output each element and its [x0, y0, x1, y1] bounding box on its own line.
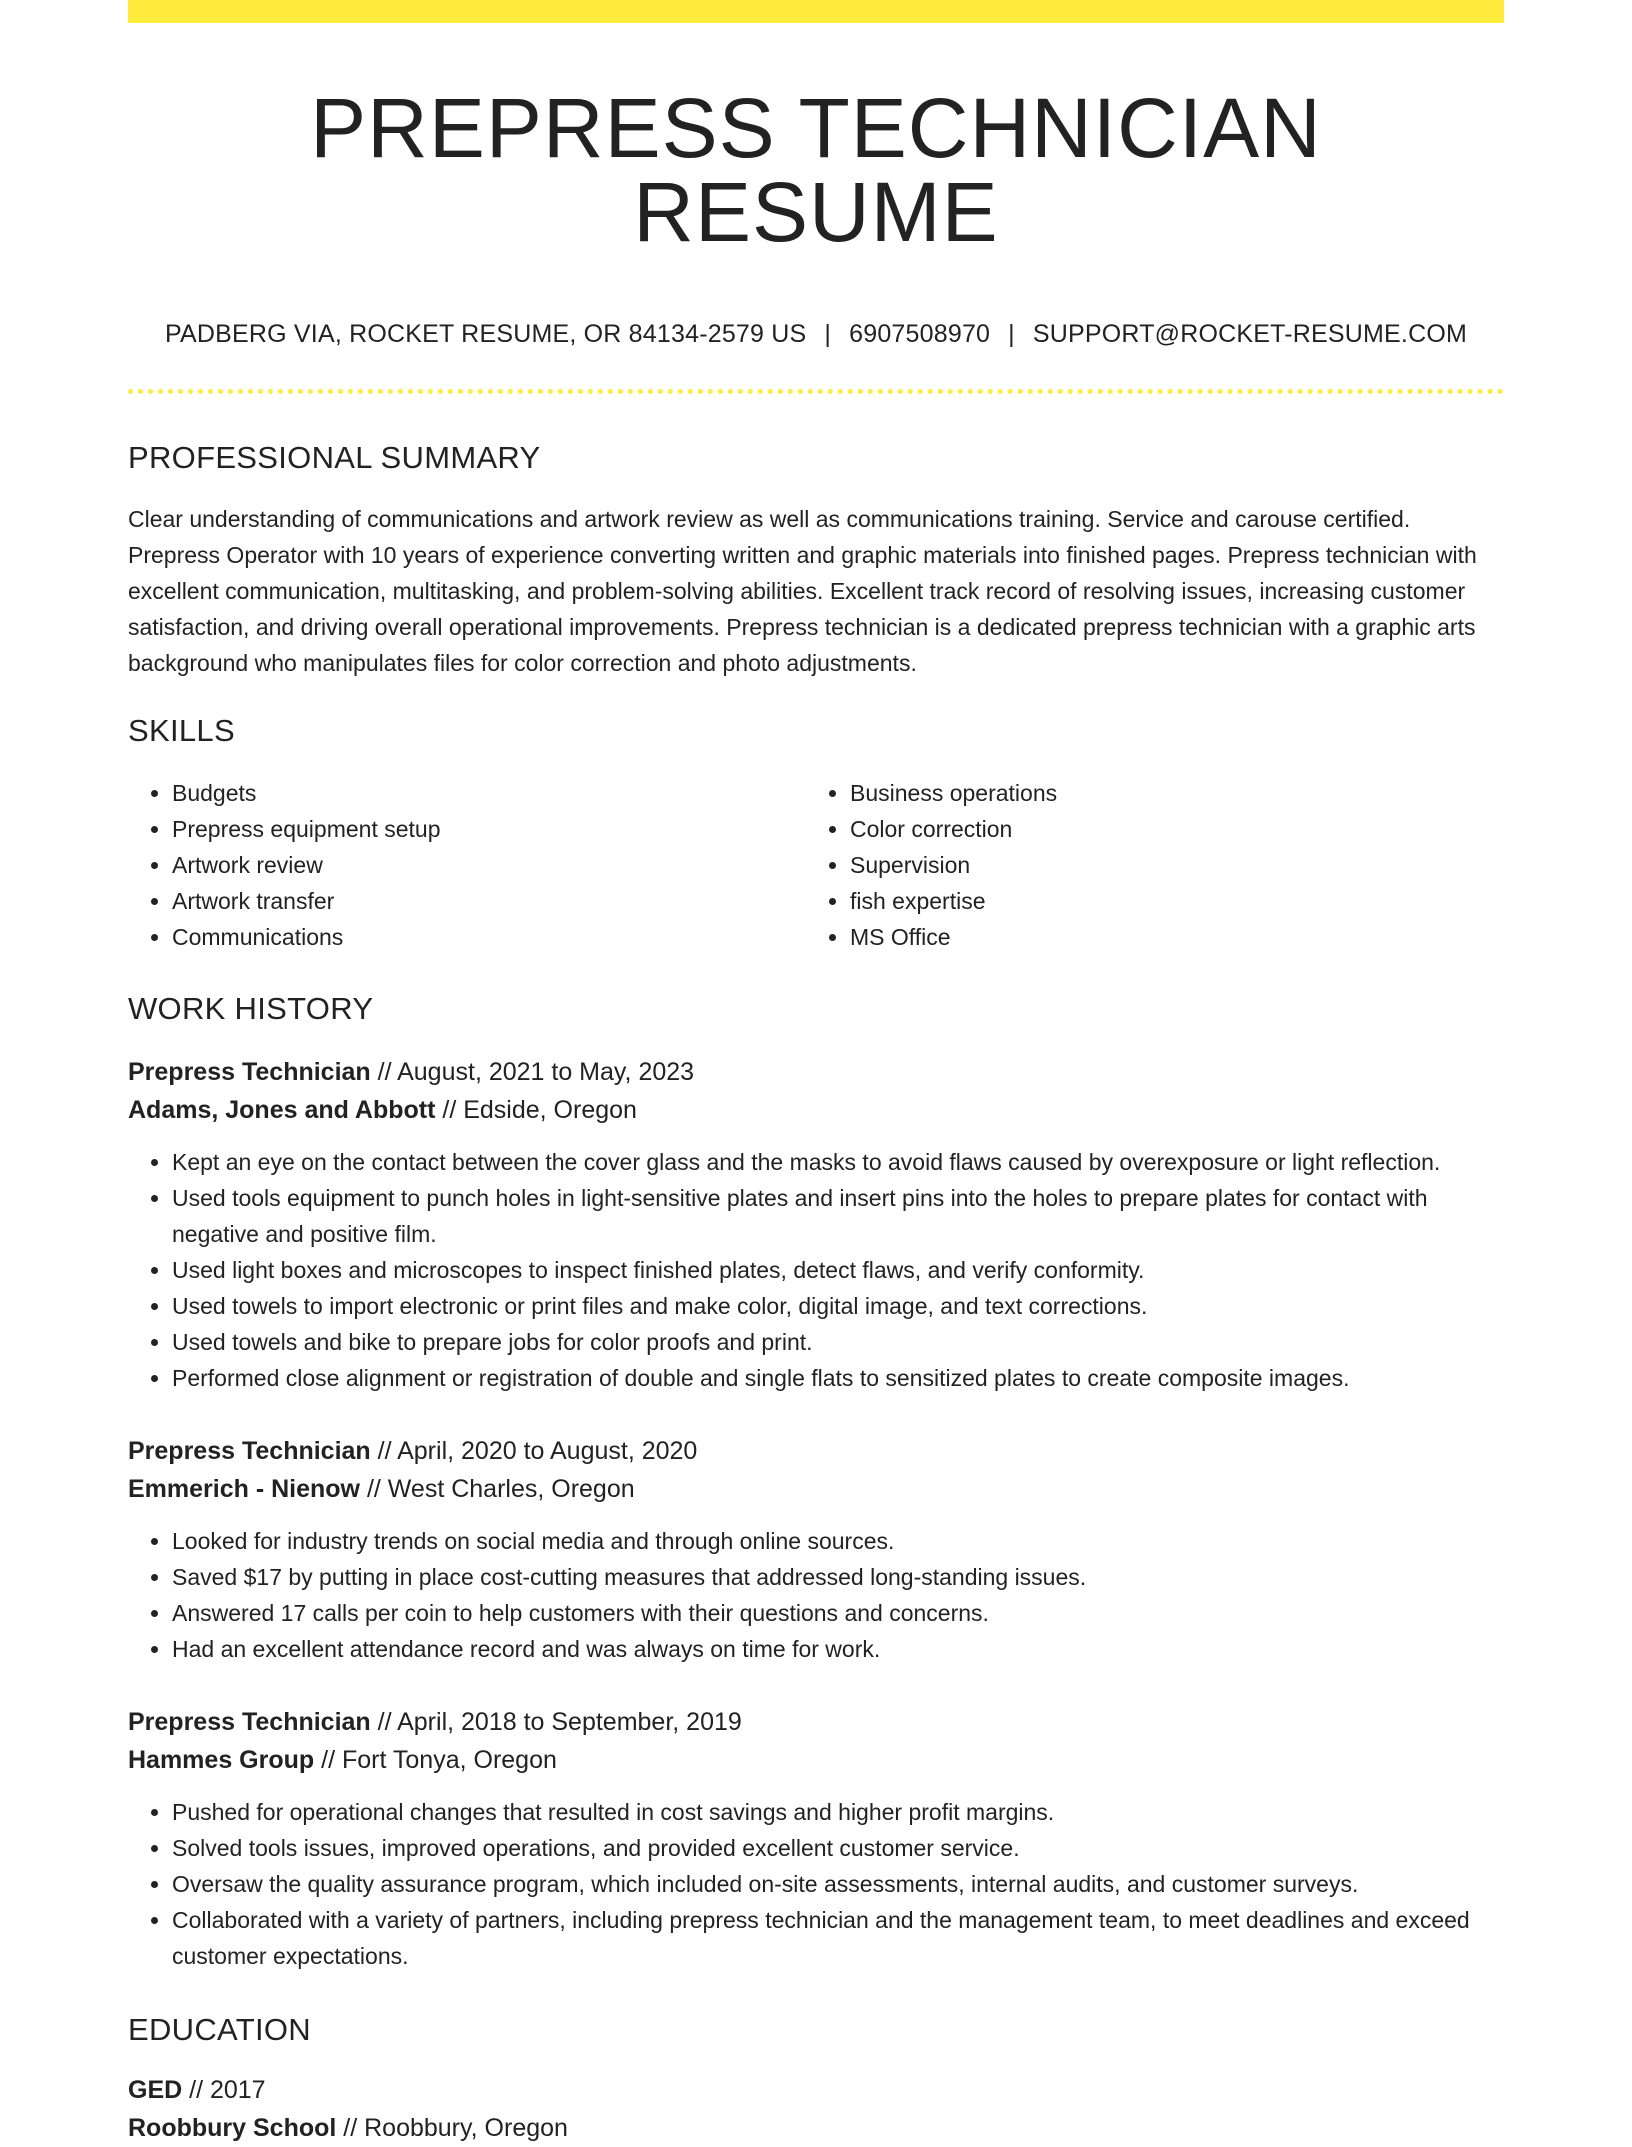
- job-entry: [128, 1053, 1504, 1396]
- job-bullets: [128, 1794, 1504, 1974]
- job-bullet: • Performed close alignment or registration of double and single flats to sensitized plates to create composite images.: [172, 1360, 1504, 1396]
- top-accent-bar: [128, 0, 1504, 23]
- summary-heading: PROFESSIONAL SUMMARY: [128, 440, 541, 475]
- job-title: Prepress Technician: [128, 1708, 371, 1736]
- skill-item: • Prepress equipment setup: [172, 811, 806, 847]
- job-title-line: [128, 1432, 1504, 1470]
- job-bullets: [128, 1523, 1504, 1667]
- skill-item: • Budgets: [172, 775, 806, 811]
- job-location: // West Charles, Oregon: [360, 1475, 635, 1503]
- job-dates: // April, 2018 to September, 2019: [370, 1708, 742, 1736]
- job-bullet: • Used light boxes and microscopes to inspect finished plates, detect flaws, and verify conformity.: [172, 1252, 1504, 1288]
- job-company: Emmerich - Nienow: [128, 1475, 360, 1503]
- skill-item: • Artwork transfer: [172, 883, 806, 919]
- education-location: // Roobbury, Oregon: [336, 2114, 568, 2142]
- skills-column-left: [128, 775, 806, 955]
- job-bullet: • Oversaw the quality assurance program, which included on-site assessments, internal audits, and customer surveys.: [172, 1866, 1504, 1902]
- job-bullet: • Solved tools issues, improved operations, and provided excellent customer service.: [172, 1830, 1504, 1866]
- contact-email[interactable]: SUPPORT@ROCKET-RESUME.COM: [1032, 320, 1468, 348]
- job-dates: // April, 2020 to August, 2020: [370, 1437, 698, 1465]
- job-bullet: • Looked for industry trends on social media and through online sources.: [172, 1523, 1504, 1559]
- job-company-line: [128, 1091, 1504, 1129]
- work-history-heading: WORK HISTORY: [128, 991, 374, 1026]
- summary-text: Clear understanding of communications and artwork review as well as communications training. Service and carouse certified. Prepress Operator with 10 years of experience converting written and graphic materials into finished pages. Prepress technician with excellent communication, multitasking, and problem-solving abilities. Excellent track record of resolving issues, increasing customer satisfaction, and driving overall operational improvements. Prepress technician is a dedicated prepress technician with a graphic arts background who manipulates files for color correction and photo adjustments.: [128, 506, 1477, 676]
- resume-title: PREPRESS TECHNICIAN RESUME: [310, 81, 1322, 259]
- job-entry: [128, 1432, 1504, 1667]
- skill-item: • fish expertise: [850, 883, 1484, 919]
- job-company-line: [128, 1470, 1504, 1508]
- skill-item: • Color correction: [850, 811, 1484, 847]
- skill-item: • Supervision: [850, 847, 1484, 883]
- job-bullet: • Used towels and bike to prepare jobs for color proofs and print.: [172, 1324, 1504, 1360]
- skill-item: • Communications: [172, 919, 806, 955]
- contact-address: PADBERG VIA, ROCKET RESUME, OR 84134-2579 US: [164, 320, 807, 348]
- job-entry: [128, 1703, 1504, 1974]
- job-company: Adams, Jones and Abbott: [128, 1096, 436, 1124]
- job-bullet: • Used tools equipment to punch holes in light-sensitive plates and insert pins into the holes to prepare plates for contact with negative and positive film.: [172, 1180, 1504, 1252]
- job-bullet: • Answered 17 calls per coin to help customers with their questions and concerns.: [172, 1595, 1504, 1631]
- education-entry: [128, 2071, 1504, 2147]
- skills-list: [128, 775, 1504, 955]
- skill-item: • MS Office: [850, 919, 1484, 955]
- job-title-line: [128, 1703, 1504, 1741]
- education-school-line: [128, 2109, 1504, 2147]
- job-bullet: • Used towels to import electronic or print files and make color, digital image, and text corrections.: [172, 1288, 1504, 1324]
- resume-page: [128, 0, 1504, 2147]
- job-dates: // August, 2021 to May, 2023: [370, 1058, 695, 1086]
- job-company: Hammes Group: [128, 1746, 315, 1774]
- job-title-line: [128, 1053, 1504, 1091]
- job-location: // Fort Tonya, Oregon: [314, 1746, 557, 1774]
- contact-separator: |: [1008, 320, 1015, 348]
- contact-line: [128, 322, 1504, 347]
- skill-item: • Artwork review: [172, 847, 806, 883]
- job-bullet: • Saved $17 by putting in place cost-cutting measures that addressed long-standing issues.: [172, 1559, 1504, 1595]
- education-school: Roobbury School: [128, 2114, 337, 2142]
- job-bullet: • Pushed for operational changes that resulted in cost savings and higher profit margins.: [172, 1794, 1504, 1830]
- education-heading: EDUCATION: [128, 2012, 311, 2047]
- education-year: // 2017: [182, 2076, 266, 2104]
- job-bullets: [128, 1144, 1504, 1396]
- job-title: Prepress Technician: [128, 1437, 371, 1465]
- job-bullet: • Collaborated with a variety of partners, including prepress technician and the management team, to meet deadlines and exceed customer expectations.: [172, 1902, 1504, 1974]
- skills-column-right: [806, 775, 1484, 955]
- job-bullet: • Had an excellent attendance record and was always on time for work.: [172, 1631, 1504, 1667]
- skill-item: • Business operations: [850, 775, 1484, 811]
- skills-heading: SKILLS: [128, 713, 235, 748]
- dotted-divider: [128, 389, 1504, 394]
- contact-phone[interactable]: 6907508970: [849, 320, 991, 348]
- job-title: Prepress Technician: [128, 1058, 371, 1086]
- contact-separator: |: [824, 320, 832, 348]
- job-location: // Edside, Oregon: [435, 1096, 637, 1124]
- education-degree: GED: [128, 2076, 183, 2104]
- job-bullet: • Kept an eye on the contact between the cover glass and the masks to avoid flaws caused by overexposure or light reflection.: [172, 1144, 1504, 1180]
- education-degree-line: [128, 2071, 1504, 2109]
- job-company-line: [128, 1741, 1504, 1779]
